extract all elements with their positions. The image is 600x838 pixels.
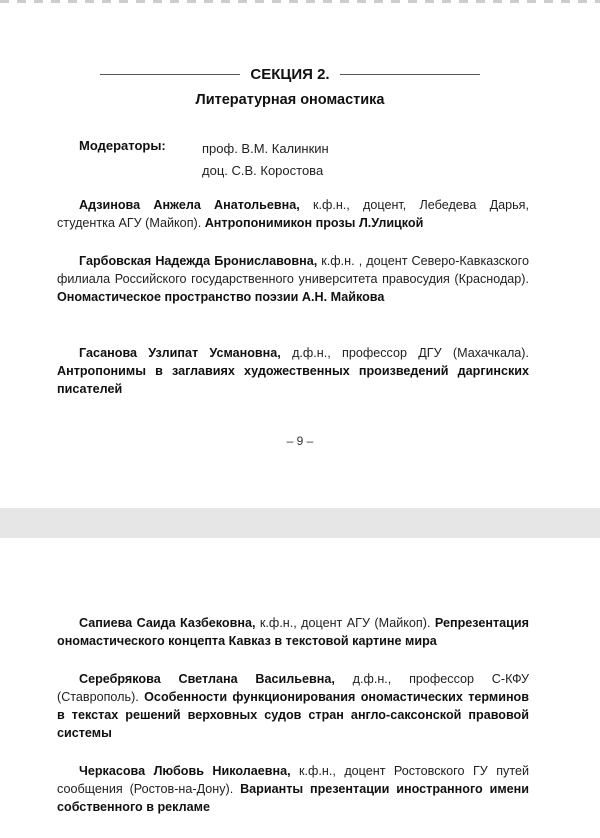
moderator-name: доц. С.В. Коростова (202, 163, 324, 178)
entry-title: Ономастическое пространство поэзии А.Н. Майкова (57, 290, 385, 304)
entry-details: д.ф.н., профессор ДГУ (Махачкала). (280, 346, 529, 360)
moderators-label: Модераторы: (79, 138, 166, 153)
entry-title: Антропонимы в заглавиях художественных произведений даргинских писателей (57, 364, 529, 396)
program-entry (57, 670, 529, 742)
section-subtitle: Литературная ономастика (195, 92, 385, 108)
section-header (100, 66, 480, 83)
entry-details: к.ф.н. , доцент Северо-Кавказского филиала Российского государственного университета правосудия (Краснодар). (57, 254, 529, 286)
entry-details: к.ф.н., доцент, Лебедева Дарья, студентка АГУ (Майкоп). (57, 198, 529, 230)
document-page-2 (0, 538, 600, 838)
program-entry (57, 196, 529, 232)
entry-details: д.ф.н., профессор С-КФУ (Ставрополь). (57, 672, 530, 704)
program-entry (57, 762, 529, 816)
entry-title: Варианты презентации иностранного имени собственного в рекламе (57, 782, 529, 814)
entry-title: Антропонимикон прозы Л.Улицкой (201, 216, 424, 230)
entry-author: Адзинова Анжела Анатольевна, (79, 198, 300, 212)
entry-details: к.ф.н., доцент АГУ (Майкоп). (255, 616, 431, 630)
entry-details: к.ф.н., доцент Ростовского ГУ путей сообщения (Ростов-на-Дону). (57, 764, 529, 796)
moderators-list (202, 138, 329, 182)
entry-author: Черкасова Любовь Николаевна, (79, 764, 291, 778)
entry-title: Репрезентация ономастического концепта Кавказ в текстовой картине мира (57, 616, 529, 648)
header-rule-right (340, 74, 480, 75)
entry-author: Гарбовская Надежда Брониславовна, (79, 254, 318, 268)
header-rule-left (100, 74, 240, 75)
section-title: СЕКЦИЯ 2. (250, 66, 330, 83)
program-entry (57, 252, 529, 306)
program-entry (57, 614, 529, 650)
entry-author: Серебрякова Светлана Васильевна, (79, 672, 335, 686)
entry-author: Сапиева Саида Казбековна, (79, 616, 256, 630)
entry-author: Гасанова Узлипат Усмановна, (79, 346, 281, 360)
program-entry (57, 344, 529, 398)
entry-title: Особенности функционирования ономастических терминов в текстах решений верховных судов стран англо-саксонской правовой системы (57, 690, 529, 740)
moderator-name: проф. В.М. Калинкин (202, 141, 329, 156)
page-number: – 9 – (286, 434, 314, 448)
cropped-text-edge (0, 0, 600, 3)
